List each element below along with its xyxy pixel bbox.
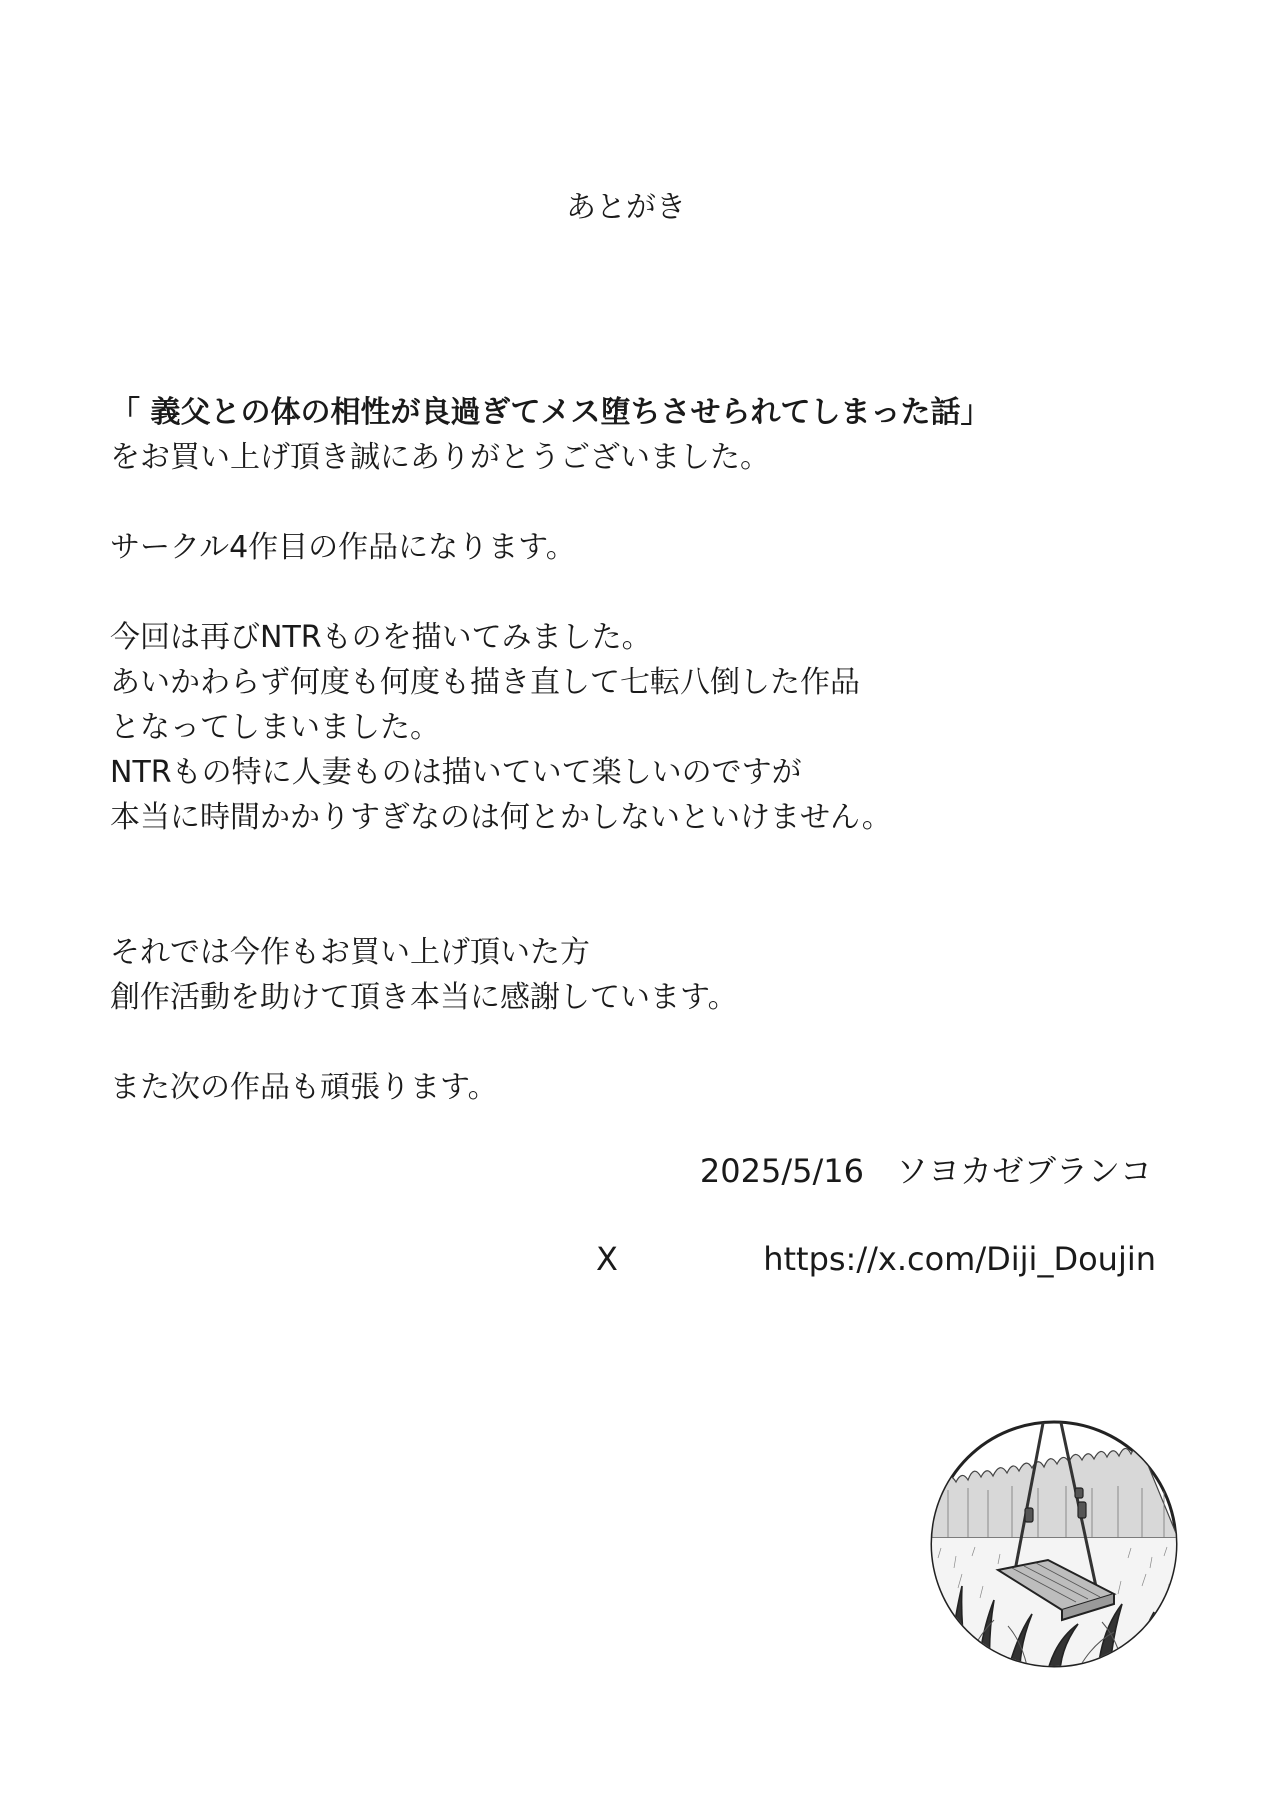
blank-line: [110, 840, 1160, 885]
x-label: X: [596, 1240, 618, 1278]
blank-line: [110, 1020, 1160, 1065]
text-line: 今回は再びNTRものを描いてみました。: [110, 620, 652, 655]
blank-line: [110, 885, 1160, 930]
text-line: NTRもの特に人妻ものは描いていて楽しいのですが: [110, 755, 802, 790]
thanks-line: をお買い上げ頂き誠にありがとうございました。: [110, 440, 770, 475]
date-and-circle-name: 2025/5/16 ソヨカゼブランコ: [699, 1152, 1152, 1190]
text-line: 創作活動を助けて頂き本当に感謝しています。: [110, 980, 738, 1015]
blank-line: [110, 480, 1160, 525]
swing-illustration-icon: [928, 1418, 1180, 1670]
text-line: 本当に時間かかりすぎなのは何とかしないといけません。: [110, 800, 892, 835]
book-title-line: 「 義父との体の相性が良過ぎてメス堕ちさせられてしまった話」: [110, 395, 991, 430]
text-line: あいかわらず何度も何度も描き直して七転八倒した作品: [110, 665, 860, 700]
blank-line: [110, 570, 1160, 615]
afterword-body: [110, 390, 1160, 1110]
text-line: また次の作品も頑張ります。: [110, 1070, 498, 1105]
text-line: それでは今作もお買い上げ頂いた方: [110, 935, 590, 970]
page-title: あとがき: [566, 190, 686, 225]
text-line: サークル4作目の作品になります。: [110, 530, 576, 565]
x-profile-link[interactable]: https://x.com/Diji_Doujin: [763, 1240, 1156, 1278]
text-line: となってしまいました。: [110, 710, 440, 745]
